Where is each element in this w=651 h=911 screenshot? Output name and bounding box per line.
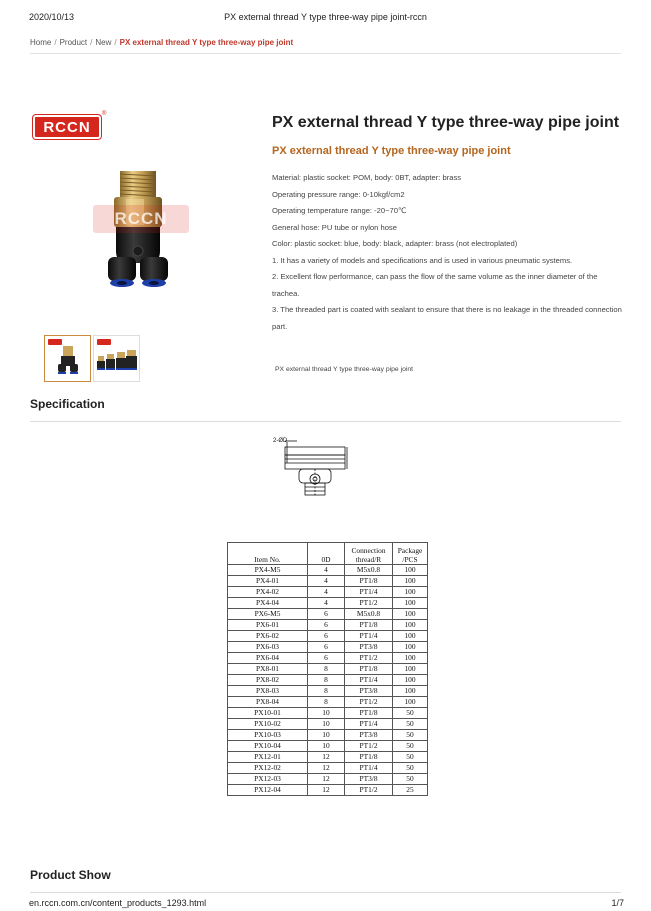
product-subtitle: PX external thread Y type three-way pipe joint <box>272 145 511 157</box>
cell-thread: PT1/4 <box>345 719 393 730</box>
cell-thread: PT1/8 <box>345 752 393 763</box>
brand-logo-text: RCCN <box>43 118 91 136</box>
image-caption: PX external thread Y type three-way pipe joint <box>275 366 414 373</box>
cell-od: 8 <box>308 664 345 675</box>
product-title: PX external thread Y type three-way pipe joint <box>272 114 620 131</box>
cell-package: 50 <box>393 774 428 785</box>
cell-item-no: PX12-04 <box>228 785 308 796</box>
cell-item-no: PX8-04 <box>228 697 308 708</box>
print-title: PX external thread Y type three-way pipe joint-rccn <box>224 12 427 22</box>
cell-thread: PT1/4 <box>345 587 393 598</box>
cell-thread: M5x0.8 <box>345 565 393 576</box>
table-row <box>228 598 428 609</box>
cell-thread: PT1/2 <box>345 741 393 752</box>
desc-hose: General hose: PU tube or nylon hose <box>272 222 397 232</box>
cell-thread: PT1/8 <box>345 576 393 587</box>
cell-package: 100 <box>393 598 428 609</box>
page-url: en.rccn.com.cn/content_products_1293.html <box>29 898 207 908</box>
table-row <box>228 565 428 576</box>
table-row <box>228 686 428 697</box>
thumbnail-1[interactable] <box>44 335 91 382</box>
cell-package: 100 <box>393 587 428 598</box>
cell-od: 4 <box>308 576 345 587</box>
product-description <box>272 170 622 335</box>
image-watermark <box>93 205 189 233</box>
cell-item-no: PX10-03 <box>228 730 308 741</box>
cell-thread: PT1/2 <box>345 598 393 609</box>
table-body <box>228 565 428 796</box>
cell-od: 4 <box>308 565 345 576</box>
table-row <box>228 763 428 774</box>
cell-thread: PT1/8 <box>345 620 393 631</box>
cell-od: 4 <box>308 598 345 609</box>
cell-package: 50 <box>393 719 428 730</box>
watermark-text: RCCN <box>114 209 168 228</box>
cell-package: 100 <box>393 653 428 664</box>
table-row <box>228 708 428 719</box>
cell-item-no: PX8-03 <box>228 686 308 697</box>
desc-feature-1: 1. It has a variety of models and specifications and is used in various pneumatic systems. <box>272 255 573 265</box>
cell-thread: PT1/4 <box>345 631 393 642</box>
table-row <box>228 741 428 752</box>
cell-thread: PT1/2 <box>345 785 393 796</box>
header-connection-thread: Connection thread/R <box>345 543 393 565</box>
brand-logo[interactable] <box>33 115 101 139</box>
cell-item-no: PX4-04 <box>228 598 308 609</box>
breadcrumb-product[interactable]: Product <box>59 38 88 47</box>
header-item-no: Item No. <box>228 543 308 565</box>
table-row <box>228 675 428 686</box>
breadcrumb-new[interactable]: New <box>95 38 112 47</box>
cell-thread: PT3/8 <box>345 774 393 785</box>
breadcrumb <box>30 38 293 47</box>
header-od: 0D <box>308 543 345 565</box>
table-row <box>228 730 428 741</box>
page-number: 1/7 <box>611 898 624 908</box>
cell-package: 100 <box>393 686 428 697</box>
cell-thread: PT3/8 <box>345 686 393 697</box>
cell-package: 100 <box>393 620 428 631</box>
thumbnail-logo <box>48 339 62 345</box>
cell-item-no: PX12-01 <box>228 752 308 763</box>
table-row <box>228 785 428 796</box>
breadcrumb-separator: / <box>54 38 57 47</box>
cell-item-no: PX6-03 <box>228 642 308 653</box>
table-row <box>228 576 428 587</box>
cell-thread: M5x0.8 <box>345 609 393 620</box>
cell-package: 50 <box>393 763 428 774</box>
cell-thread: PT3/8 <box>345 642 393 653</box>
product-show-heading: Product Show <box>30 868 111 882</box>
cell-thread: PT1/2 <box>345 697 393 708</box>
cell-package: 25 <box>393 785 428 796</box>
print-header <box>0 12 651 26</box>
cell-package: 50 <box>393 730 428 741</box>
cell-package: 100 <box>393 697 428 708</box>
cell-package: 100 <box>393 631 428 642</box>
desc-temperature: Operating temperature range: -20~70℃ <box>272 206 407 215</box>
cell-item-no: PX10-04 <box>228 741 308 752</box>
technical-drawing <box>271 433 363 503</box>
cell-package: 100 <box>393 576 428 587</box>
breadcrumb-separator: / <box>90 38 93 47</box>
cell-item-no: PX4-M5 <box>228 565 308 576</box>
thumbnail-gallery <box>44 335 140 382</box>
table-row <box>228 620 428 631</box>
breadcrumb-current: PX external thread Y type three-way pipe joint <box>119 38 294 47</box>
table-row <box>228 774 428 785</box>
cell-thread: PT1/2 <box>345 653 393 664</box>
cell-od: 8 <box>308 686 345 697</box>
cell-od: 12 <box>308 763 345 774</box>
cell-od: 6 <box>308 609 345 620</box>
cell-item-no: PX12-03 <box>228 774 308 785</box>
diagram-label: 2-ØD <box>273 438 288 444</box>
table-row <box>228 664 428 675</box>
product-show-divider <box>30 892 621 893</box>
cell-od: 10 <box>308 719 345 730</box>
desc-material: Material: plastic socket: POM, body: 0BT, adapter: brass <box>272 173 462 182</box>
cell-od: 10 <box>308 730 345 741</box>
specification-table <box>227 542 428 796</box>
cell-od: 6 <box>308 620 345 631</box>
cell-thread: PT1/4 <box>345 763 393 774</box>
table-header-row <box>228 543 428 565</box>
header-package: Package /PCS <box>393 543 428 565</box>
cell-item-no: PX6-02 <box>228 631 308 642</box>
cell-od: 12 <box>308 785 345 796</box>
cell-thread: PT3/8 <box>345 730 393 741</box>
cell-package: 50 <box>393 708 428 719</box>
cell-item-no: PX8-02 <box>228 675 308 686</box>
desc-feature-3: 3. The threaded part is coated with sealant to ensure that there is no leakage in the threaded connection part. <box>272 305 622 331</box>
cell-od: 6 <box>308 653 345 664</box>
cell-package: 100 <box>393 609 428 620</box>
desc-color: Color: plastic socket: blue, body: black, adapter: brass (not electroplated) <box>272 239 518 248</box>
specification-divider <box>30 421 621 422</box>
table-row <box>228 653 428 664</box>
cell-item-no: PX10-01 <box>228 708 308 719</box>
table-row <box>228 697 428 708</box>
cell-package: 100 <box>393 642 428 653</box>
cell-item-no: PX6-M5 <box>228 609 308 620</box>
cell-package: 50 <box>393 741 428 752</box>
cell-item-no: PX8-01 <box>228 664 308 675</box>
table-row <box>228 609 428 620</box>
table-row <box>228 642 428 653</box>
breadcrumb-home[interactable]: Home <box>30 38 52 47</box>
specification-heading: Specification <box>30 397 105 411</box>
cell-package: 50 <box>393 752 428 763</box>
desc-pressure: Operating pressure range: 0-10kgf/cm2 <box>272 189 405 199</box>
header-divider <box>30 53 621 54</box>
registered-mark: ® <box>102 111 107 117</box>
print-date: 2020/10/13 <box>29 12 75 22</box>
thumbnail-logo <box>97 339 111 345</box>
cell-package: 100 <box>393 565 428 576</box>
cell-item-no: PX10-02 <box>228 719 308 730</box>
table-row <box>228 631 428 642</box>
thumbnail-2[interactable] <box>93 335 140 382</box>
table-row <box>228 719 428 730</box>
cell-od: 8 <box>308 675 345 686</box>
cell-od: 12 <box>308 752 345 763</box>
cell-package: 100 <box>393 664 428 675</box>
cell-od: 4 <box>308 587 345 598</box>
cell-od: 8 <box>308 697 345 708</box>
cell-item-no: PX4-01 <box>228 576 308 587</box>
cell-package: 100 <box>393 675 428 686</box>
cell-od: 12 <box>308 774 345 785</box>
cell-item-no: PX12-02 <box>228 763 308 774</box>
table-row <box>228 587 428 598</box>
cell-item-no: PX6-01 <box>228 620 308 631</box>
cell-od: 10 <box>308 741 345 752</box>
breadcrumb-separator: / <box>114 38 117 47</box>
cell-od: 6 <box>308 642 345 653</box>
table-row <box>228 752 428 763</box>
cell-thread: PT1/8 <box>345 708 393 719</box>
desc-feature-2: 2. Excellent flow performance, can pass the flow of the same volume as the inner diameter of the trachea. <box>272 272 598 298</box>
cell-od: 6 <box>308 631 345 642</box>
cell-thread: PT1/8 <box>345 664 393 675</box>
thread-section <box>120 171 156 197</box>
cell-item-no: PX4-02 <box>228 587 308 598</box>
cell-od: 10 <box>308 708 345 719</box>
cell-thread: PT1/4 <box>345 675 393 686</box>
cell-item-no: PX6-04 <box>228 653 308 664</box>
